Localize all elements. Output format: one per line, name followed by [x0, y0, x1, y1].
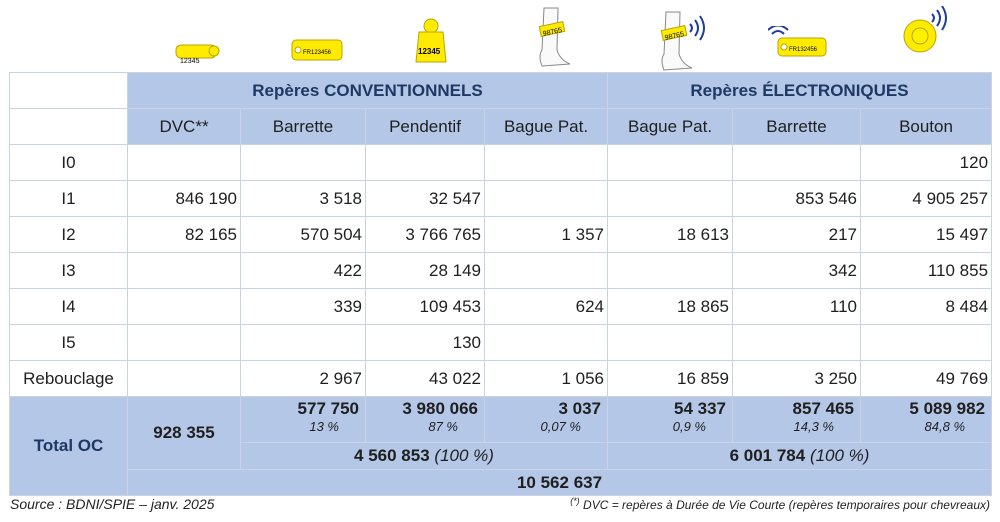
conventional-subtotal [241, 443, 608, 470]
table-cell: 3 766 765 [366, 217, 485, 253]
table-cell: 624 [485, 289, 608, 325]
total-row [10, 397, 992, 443]
electronic-subtotal-value: 6 001 784 [729, 446, 806, 465]
corner-cell [10, 73, 128, 109]
barrette-number: FR123456 [303, 50, 332, 56]
table-cell: 49 769 [861, 361, 992, 397]
table-cell [485, 181, 608, 217]
total-percent: 84,8 % [924, 419, 966, 434]
table-cell: 109 453 [366, 289, 485, 325]
total-value: 3 037 [558, 399, 601, 418]
total-label: Total OC [10, 397, 128, 496]
table-cell: 1 056 [485, 361, 608, 397]
table-cell [241, 325, 366, 361]
electronic-subtotal-percent: (100 %) [809, 446, 870, 465]
table-cell: 15 497 [861, 217, 992, 253]
row-label: I1 [10, 181, 128, 217]
row-label: I0 [10, 145, 128, 181]
table-cell [485, 325, 608, 361]
table-cell [128, 253, 241, 289]
table-cell: 82 165 [128, 217, 241, 253]
table-cell: 342 [733, 253, 861, 289]
table-row [10, 325, 992, 361]
total-percent: 0,9 % [672, 419, 706, 434]
table-cell: 853 546 [733, 181, 861, 217]
row-label: Rebouclage [10, 361, 128, 397]
total-cell-bague-conv [485, 397, 608, 443]
total-cell-barrette [241, 397, 366, 443]
total-value: 577 750 [297, 399, 359, 418]
col-header-bouton: Bouton [861, 109, 992, 145]
footnote [570, 496, 990, 512]
tags-table [9, 72, 992, 496]
small-barrette-tag-icon [174, 42, 222, 66]
electronic-barrette-tag-icon [768, 26, 830, 60]
total-value: 5 089 982 [909, 399, 986, 418]
total-cell-barrette-elec [733, 397, 861, 443]
electronic-leg-band-number: 98765 [664, 31, 685, 42]
table-cell [485, 253, 608, 289]
electronic-leg-band-icon [652, 10, 708, 72]
table-cell: 422 [241, 253, 366, 289]
row-label: I2 [10, 217, 128, 253]
small-barrette-number: 12345 [180, 58, 200, 65]
tag-icons-row [0, 0, 1000, 72]
corner-cell-2 [10, 109, 128, 145]
col-header-barrette: Barrette [241, 109, 366, 145]
conventional-subtotal-value: 4 560 853 [354, 446, 430, 465]
table-row [10, 145, 992, 181]
conventional-subtotal-percent: (100 %) [434, 446, 494, 465]
col-header-bague-conv: Bague Pat. [485, 109, 608, 145]
table-cell: 4 905 257 [861, 181, 992, 217]
total-value: 857 465 [792, 399, 854, 418]
table-cell: 32 547 [366, 181, 485, 217]
table-cell: 16 859 [608, 361, 733, 397]
electronic-button-tag-icon [900, 6, 950, 58]
table-cell [733, 145, 861, 181]
table-cell [733, 325, 861, 361]
table-cell: 339 [241, 289, 366, 325]
row-label: I5 [10, 325, 128, 361]
col-header-dvc: DVC** [128, 109, 241, 145]
table-cell [608, 181, 733, 217]
table-cell: 110 [733, 289, 861, 325]
table-row [10, 217, 992, 253]
total-cell-bague-elec [608, 397, 733, 443]
table-row [10, 253, 992, 289]
table-row [10, 361, 992, 397]
table-cell: 110 855 [861, 253, 992, 289]
table-cell: 3 518 [241, 181, 366, 217]
table-row [10, 289, 992, 325]
col-header-barrette-elec: Barrette [733, 109, 861, 145]
table-cell: 28 149 [366, 253, 485, 289]
total-cell-bouton [861, 397, 992, 443]
conventional-group-header: Repères CONVENTIONNELS [128, 73, 608, 109]
table-cell [128, 289, 241, 325]
table-cell [608, 325, 733, 361]
table-cell: 130 [366, 325, 485, 361]
footnote-mark: (*) [570, 496, 580, 506]
leg-band-number: 98765 [542, 27, 563, 38]
table-cell [366, 145, 485, 181]
table-row [10, 181, 992, 217]
electronic-group-header: Repères ÉLECTRONIQUES [608, 73, 992, 109]
leg-band-icon [530, 6, 574, 68]
total-value: 54 337 [674, 399, 726, 418]
table-cell: 43 022 [366, 361, 485, 397]
table-cell: 3 250 [733, 361, 861, 397]
table-cell: 18 613 [608, 217, 733, 253]
table-cell [128, 145, 241, 181]
col-header-pendentif: Pendentif [366, 109, 485, 145]
table-cell: 2 967 [241, 361, 366, 397]
table-cell: 1 357 [485, 217, 608, 253]
total-dvc: 928 355 [128, 397, 241, 470]
table-cell [861, 325, 992, 361]
electronic-barrette-number: FR132456 [789, 47, 818, 53]
barrette-tag-icon [290, 36, 346, 64]
total-percent: 13 % [309, 419, 339, 434]
total-percent: 0,07 % [540, 419, 581, 434]
table-cell [485, 145, 608, 181]
grand-total: 10 562 637 [128, 470, 992, 496]
row-label: I4 [10, 289, 128, 325]
table-cell: 120 [861, 145, 992, 181]
table-cell [128, 325, 241, 361]
table-cell [608, 145, 733, 181]
pendant-tag-icon [414, 18, 448, 66]
total-percent: 87 % [428, 419, 458, 434]
electronic-subtotal [608, 443, 992, 470]
table-cell: 570 504 [241, 217, 366, 253]
table-cell [608, 253, 733, 289]
total-percent: 14,3 % [793, 419, 834, 434]
total-value: 3 980 066 [402, 399, 478, 418]
pendant-number: 12345 [418, 47, 441, 56]
col-header-bague-elec: Bague Pat. [608, 109, 733, 145]
footnote-text: DVC = repères à Durée de Vie Courte (repères temporaires pour chevreaux) [579, 498, 990, 512]
table-cell [128, 361, 241, 397]
table-cell: 18 865 [608, 289, 733, 325]
table-cell: 846 190 [128, 181, 241, 217]
row-label: I3 [10, 253, 128, 289]
table-cell [241, 145, 366, 181]
total-cell-pendentif [366, 397, 485, 443]
grand-total-row [10, 470, 992, 496]
table-cell: 217 [733, 217, 861, 253]
source-note: Source : BDNI/SPIE – janv. 2025 [10, 496, 215, 512]
table-cell: 8 484 [861, 289, 992, 325]
